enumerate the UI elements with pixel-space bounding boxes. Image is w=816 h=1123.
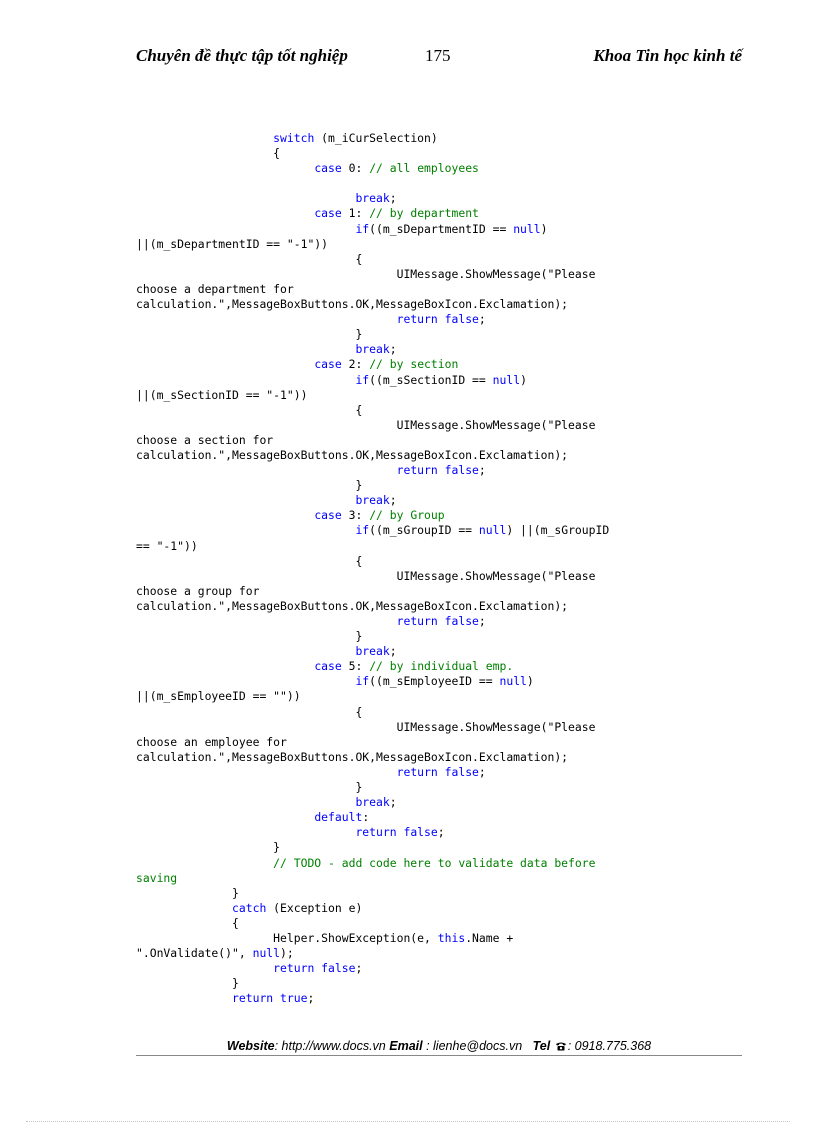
code-text: choose a group for: [136, 583, 260, 598]
code-text: [136, 357, 314, 371]
code-text: ((m_sEmployeeID ==: [369, 674, 500, 689]
code-text: .Name +: [465, 930, 514, 945]
code-line: [136, 840, 756, 855]
code-line: [136, 237, 756, 252]
code-line: [136, 191, 756, 206]
code-text: {: [136, 402, 363, 417]
code-text: {: [136, 146, 281, 161]
code-keyword: return: [396, 312, 438, 327]
code-text: [136, 463, 397, 477]
code-keyword: break: [355, 191, 390, 206]
code-text: [136, 312, 397, 326]
code-keyword: case: [314, 508, 342, 523]
code-line: [136, 327, 756, 342]
code-line: [136, 991, 756, 1006]
code-line: [136, 886, 756, 901]
code-keyword: return: [396, 463, 438, 478]
code-line: [136, 267, 756, 282]
code-line: [136, 856, 756, 871]
code-line: [136, 312, 756, 327]
email-value: : lienhe@docs.vn: [422, 1039, 523, 1053]
code-text: ;: [478, 463, 486, 478]
code-text: ;: [389, 191, 397, 206]
code-comment: // by section: [369, 357, 459, 372]
code-keyword: false: [403, 825, 438, 840]
code-text: [438, 765, 445, 779]
code-comment: saving: [136, 870, 178, 885]
code-text: }: [136, 780, 363, 795]
code-line: [136, 825, 756, 840]
code-text: {: [136, 704, 363, 719]
code-text: ;: [478, 764, 486, 779]
code-text: [273, 991, 280, 1005]
code-text: [136, 508, 314, 522]
code-keyword: break: [355, 795, 390, 810]
code-text: ;: [389, 493, 397, 508]
code-text: UIMessage.ShowMessage("Please: [136, 266, 596, 281]
code-text: }: [136, 478, 363, 493]
code-text: [136, 161, 314, 175]
tel-value: : 0918.775.368: [567, 1039, 652, 1053]
code-text: UIMessage.ShowMessage("Please: [136, 417, 596, 432]
code-text: {: [136, 915, 239, 930]
code-text: }: [136, 885, 239, 900]
code-text: [136, 222, 355, 236]
code-line: [136, 252, 756, 267]
code-keyword: break: [355, 342, 390, 357]
code-keyword: if: [355, 523, 370, 538]
code-line: [136, 448, 756, 463]
code-line: [136, 222, 756, 237]
code-text: ;: [478, 312, 486, 327]
code-text: [136, 614, 397, 628]
code-comment: // by department: [369, 206, 479, 221]
code-line: [136, 554, 756, 569]
code-text: choose an employee for: [136, 734, 287, 749]
code-text: [136, 856, 273, 870]
code-text: [438, 463, 445, 477]
code-line: [136, 599, 756, 614]
code-text: ;: [389, 342, 397, 357]
code-text: [136, 131, 273, 145]
code-text: [136, 795, 355, 809]
code-line: [136, 659, 756, 674]
code-text: == "-1")): [136, 538, 198, 553]
code-text: ) ||(m_sGroupID: [506, 523, 610, 538]
code-text: [438, 312, 445, 326]
code-keyword: this: [437, 930, 466, 945]
code-text: Helper.ShowException(e,: [136, 930, 438, 945]
code-line: [136, 433, 756, 448]
code-text: {: [136, 553, 363, 568]
code-line: [136, 161, 756, 176]
code-text: :: [362, 810, 370, 825]
code-keyword: return: [232, 991, 274, 1006]
code-line: [136, 961, 756, 976]
code-line: [136, 901, 756, 916]
code-line: [136, 931, 756, 946]
code-text: [136, 961, 273, 975]
code-comment: // TODO - add code here to validate data before: [273, 855, 596, 870]
code-keyword: null: [478, 523, 507, 538]
code-line: [136, 584, 756, 599]
code-line: [136, 131, 756, 146]
code-line: [136, 463, 756, 478]
email-label: Email: [389, 1039, 423, 1053]
code-text: ((m_sDepartmentID ==: [369, 221, 514, 236]
code-line: [136, 539, 756, 554]
code-listing: [136, 131, 756, 1006]
code-text: }: [136, 840, 281, 855]
code-line: [136, 916, 756, 931]
code-text: (Exception e): [266, 900, 363, 915]
code-comment: // by Group: [369, 508, 445, 523]
code-text: 5:: [341, 659, 370, 674]
code-line: [136, 523, 756, 538]
code-text: [136, 493, 355, 507]
page-bottom-border: [26, 1121, 790, 1122]
code-text: ): [526, 674, 534, 689]
code-text: ;: [355, 961, 363, 976]
website-label: Website: [226, 1039, 275, 1053]
code-text: ((m_sGroupID ==: [369, 523, 479, 538]
code-text: [438, 614, 445, 628]
code-text: ;: [389, 644, 397, 659]
code-text: [136, 765, 397, 779]
code-line: [136, 871, 756, 886]
code-line: [136, 614, 756, 629]
code-text: UIMessage.ShowMessage("Please: [136, 568, 596, 583]
code-line: [136, 735, 756, 750]
code-text: [136, 191, 355, 205]
code-text: [136, 373, 355, 387]
code-keyword: switch: [273, 131, 315, 145]
code-text: UIMessage.ShowMessage("Please: [136, 719, 596, 734]
code-text: [136, 523, 355, 537]
code-line: [136, 689, 756, 704]
code-line: [136, 403, 756, 418]
code-line: [136, 373, 756, 388]
code-keyword: null: [513, 221, 541, 236]
code-keyword: false: [444, 614, 479, 628]
code-text: calculation.",MessageBoxButtons.OK,MessageBoxIcon.Exclamation);: [136, 447, 569, 462]
code-text: 1:: [341, 206, 370, 221]
code-text: );: [280, 946, 294, 961]
code-text: }: [136, 976, 239, 991]
code-text: {: [136, 251, 363, 266]
code-text: calculation.",MessageBoxButtons.OK,MessageBoxIcon.Exclamation);: [136, 297, 569, 312]
code-line: [136, 795, 756, 810]
code-line: [136, 750, 756, 765]
footer-rule: [136, 1055, 742, 1056]
code-keyword: case: [314, 206, 342, 221]
page-footer: [136, 1039, 742, 1053]
code-line: [136, 357, 756, 372]
code-text: (m_iCurSelection): [314, 131, 438, 145]
code-keyword: break: [355, 493, 390, 508]
code-keyword: return: [396, 764, 438, 779]
code-line: [136, 388, 756, 403]
code-text: ((m_sSectionID ==: [369, 372, 493, 387]
code-text: ||(m_sSectionID == "-1")): [136, 387, 308, 402]
code-text: ;: [307, 991, 315, 1006]
code-line: [136, 176, 756, 191]
code-text: calculation.",MessageBoxButtons.OK,MessageBoxIcon.Exclamation);: [136, 749, 569, 764]
code-keyword: case: [314, 659, 342, 674]
website-value: : http://www.docs.vn: [274, 1039, 386, 1053]
code-text: [136, 810, 314, 824]
code-text: [136, 644, 355, 658]
page-number: 175: [425, 46, 451, 65]
code-keyword: case: [314, 161, 342, 176]
code-text: }: [136, 327, 363, 342]
code-line: [136, 780, 756, 795]
code-line: [136, 946, 756, 961]
code-line: [136, 705, 756, 720]
code-text: [136, 342, 355, 356]
code-keyword: false: [444, 463, 479, 478]
code-keyword: return: [396, 614, 438, 628]
tel-label: Tel: [532, 1039, 551, 1053]
code-keyword: catch: [232, 900, 267, 915]
code-line: [136, 418, 756, 433]
code-text: [136, 901, 232, 915]
code-keyword: default: [314, 810, 363, 825]
code-text: ".OnValidate()",: [136, 946, 253, 961]
code-keyword: true: [280, 991, 308, 1006]
code-line: [136, 674, 756, 689]
code-text: calculation.",MessageBoxButtons.OK,MessageBoxIcon.Exclamation);: [136, 598, 569, 613]
code-text: [136, 206, 314, 220]
code-line: [136, 569, 756, 584]
code-keyword: null: [492, 372, 521, 387]
code-text: [136, 674, 355, 688]
code-keyword: if: [355, 372, 370, 387]
header-title-right: Khoa Tin học kinh tế: [593, 46, 742, 65]
code-line: [136, 720, 756, 735]
code-text: ): [520, 372, 527, 387]
code-keyword: return: [355, 825, 397, 840]
page-header: [136, 46, 742, 74]
code-keyword: false: [444, 312, 479, 327]
code-line: [136, 629, 756, 644]
code-keyword: case: [314, 357, 342, 372]
code-text: 2:: [341, 357, 370, 372]
header-title-left: Chuyên đề thực tập tốt nghiệp: [136, 46, 348, 65]
code-line: [136, 765, 756, 780]
code-text: ): [540, 221, 548, 236]
code-line: [136, 478, 756, 493]
code-keyword: false: [444, 764, 479, 779]
code-keyword: if: [355, 221, 370, 236]
code-text: }: [136, 629, 363, 644]
code-line: [136, 508, 756, 523]
code-keyword: return: [273, 961, 315, 976]
code-text: ;: [478, 614, 486, 628]
code-line: [136, 976, 756, 991]
code-text: 3:: [341, 508, 370, 523]
code-line: [136, 810, 756, 825]
code-keyword: null: [252, 946, 281, 961]
code-text: ||(m_sEmployeeID == "")): [136, 689, 301, 704]
code-comment: // all employees: [369, 161, 479, 176]
code-line: [136, 146, 756, 161]
code-keyword: break: [355, 644, 390, 659]
code-line: [136, 342, 756, 357]
code-text: ;: [437, 825, 445, 840]
code-text: [136, 991, 232, 1005]
code-line: [136, 282, 756, 297]
code-line: [136, 644, 756, 659]
code-keyword: null: [499, 674, 527, 689]
code-text: [136, 825, 355, 839]
code-text: ;: [389, 795, 397, 810]
code-line: [136, 297, 756, 312]
code-text: choose a section for: [136, 432, 274, 447]
telephone-icon: [555, 1041, 567, 1051]
code-text: choose a department for: [136, 281, 294, 296]
code-line: [136, 206, 756, 221]
code-line: [136, 493, 756, 508]
code-comment: // by individual emp.: [369, 659, 514, 674]
code-text: 0:: [341, 161, 370, 176]
code-keyword: if: [355, 674, 370, 689]
code-text: ||(m_sDepartmentID == "-1")): [136, 236, 329, 251]
code-keyword: false: [321, 961, 356, 976]
code-text: [136, 659, 314, 673]
